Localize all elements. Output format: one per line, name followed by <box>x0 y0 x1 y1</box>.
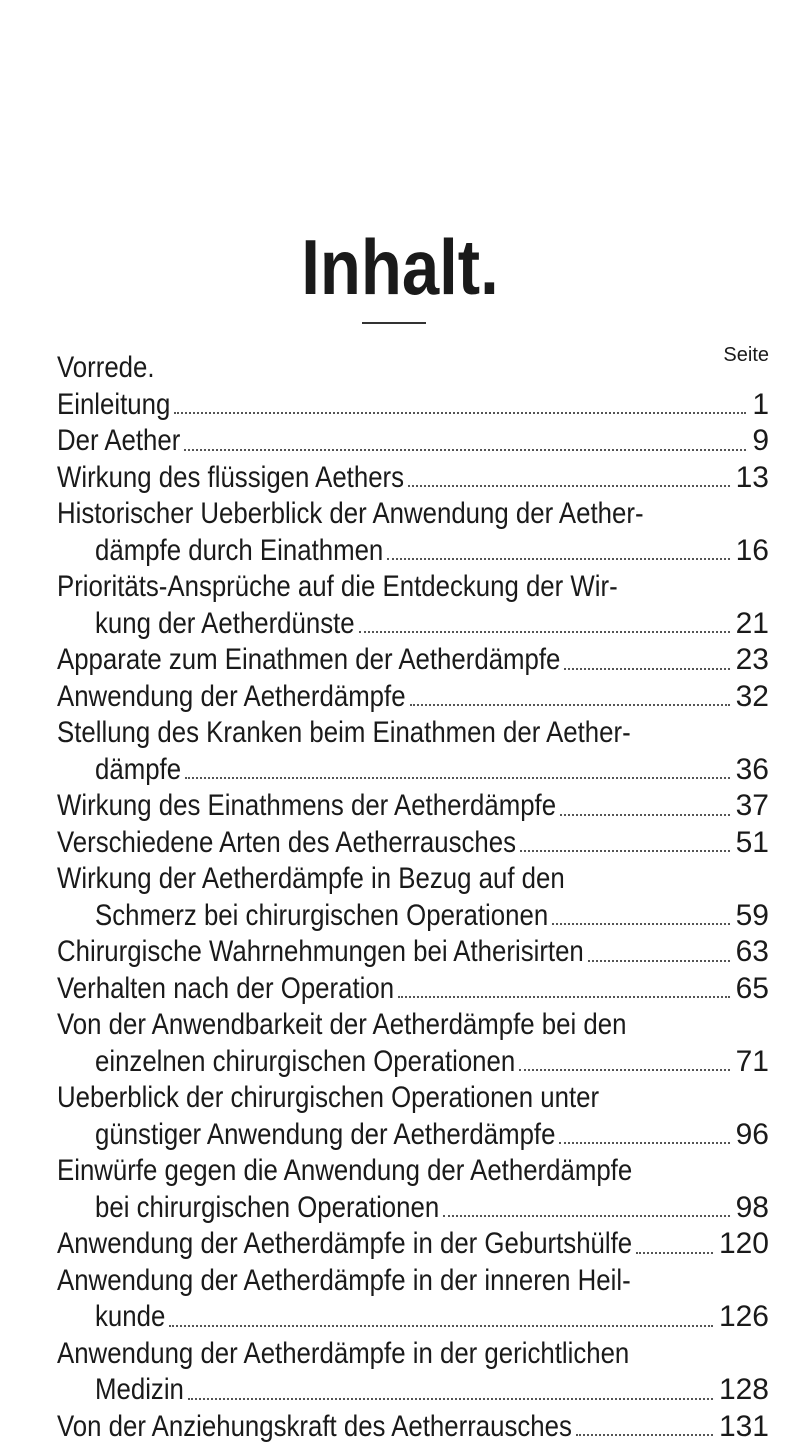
dot-leader <box>636 1252 713 1254</box>
toc-page-number: 98 <box>736 1190 769 1227</box>
page-title: Inhalt. <box>56 228 744 306</box>
dot-leader <box>387 558 729 560</box>
toc-entry-title: kung der Aetherdünste <box>95 606 355 643</box>
toc-entry-title: Chirurgische Wahrnehmungen bei Atherisirten <box>57 934 584 971</box>
toc-entry-title: Von der Anziehungskraft des Aetherrausches <box>57 1409 572 1445</box>
toc-line <box>57 715 769 752</box>
table-of-contents <box>57 350 769 1445</box>
dot-leader <box>359 631 730 633</box>
toc-line <box>57 861 769 898</box>
dot-leader <box>560 814 730 816</box>
toc-page-number: 23 <box>736 642 769 679</box>
toc-line <box>57 1117 769 1154</box>
toc-line <box>57 1263 769 1300</box>
toc-line <box>57 460 769 497</box>
toc-line <box>57 423 769 460</box>
toc-entry-title: bei chirurgischen Operationen <box>95 1190 439 1227</box>
toc-line <box>57 1372 769 1409</box>
toc-entry-title: Schmerz bei chirurgischen Operationen <box>95 898 548 935</box>
toc-line <box>57 496 769 533</box>
toc-entry-title: einzelnen chirurgischen Operationen <box>95 1044 515 1081</box>
toc-entry-title: Von der Anwendbarkeit der Aetherdämpfe bei den <box>57 1007 626 1044</box>
toc-page-number: 59 <box>736 898 769 935</box>
toc-entry-title: Anwendung der Aetherdämpfe <box>57 679 406 716</box>
toc-entry-title: Ueberblick der chirurgischen Operationen unter <box>57 1080 599 1117</box>
toc-page-number: 71 <box>736 1044 769 1081</box>
toc-line <box>57 825 769 862</box>
toc-entry-title: Stellung des Kranken beim Einathmen der Aether- <box>57 715 631 752</box>
toc-page-number: 37 <box>736 788 769 825</box>
toc-line <box>57 387 769 424</box>
toc-page-number: 1 <box>752 387 769 424</box>
toc-line <box>57 569 769 606</box>
toc-page-number: 120 <box>719 1226 769 1263</box>
toc-entry-title: dämpfe durch Einathmen <box>95 533 383 570</box>
toc-line <box>57 1007 769 1044</box>
toc-entry-title: Der Aether <box>57 423 180 460</box>
toc-page-number: 131 <box>719 1409 769 1445</box>
toc-line <box>57 752 769 789</box>
dot-leader <box>443 1215 729 1217</box>
dot-leader <box>520 850 730 852</box>
toc-entry-title: Einwürfe gegen die Anwendung der Aetherdämpfe <box>57 1153 632 1190</box>
toc-line <box>57 606 769 643</box>
toc-page-number: 9 <box>752 423 769 460</box>
toc-line <box>57 1226 769 1263</box>
dot-leader <box>184 449 746 451</box>
page-column-label: Seite <box>723 344 769 366</box>
toc-entry-title: Prioritäts-Ansprüche auf die Entdeckung der Wir- <box>57 569 618 606</box>
toc-entry-title: Verschiedene Arten des Aetherrausches <box>57 825 516 862</box>
dot-leader <box>398 996 730 998</box>
toc-page-number: 36 <box>736 752 769 789</box>
dot-leader <box>185 777 730 779</box>
toc-entry-title: günstiger Anwendung der Aetherdämpfe <box>95 1117 555 1154</box>
toc-page-number: 16 <box>736 533 769 570</box>
dot-leader <box>410 704 730 706</box>
toc-line <box>57 1336 769 1373</box>
dot-leader <box>552 923 729 925</box>
toc-entry-title: Historischer Ueberblick der Anwendung der Aether- <box>57 496 644 533</box>
toc-line <box>57 1153 769 1190</box>
toc-page-number: 128 <box>719 1372 769 1409</box>
toc-line <box>57 788 769 825</box>
toc-line <box>57 679 769 716</box>
toc-entry-title: dämpfe <box>95 752 181 789</box>
toc-page-number: 63 <box>736 934 769 971</box>
toc-page-number: 65 <box>736 971 769 1008</box>
toc-line <box>57 898 769 935</box>
dot-leader <box>564 668 729 670</box>
toc-line <box>57 642 769 679</box>
toc-line <box>57 1190 769 1227</box>
dot-leader <box>588 960 730 962</box>
toc-entry-title: Wirkung der Aetherdämpfe in Bezug auf den <box>57 861 565 898</box>
toc-line <box>57 1299 769 1336</box>
toc-entry-title: Medizin <box>95 1372 184 1409</box>
toc-page-number: 13 <box>736 460 769 497</box>
dot-leader <box>188 1398 713 1400</box>
toc-entry-title: Verhalten nach der Operation <box>57 971 394 1008</box>
toc-entry-title: Anwendung der Aetherdämpfe in der gerichtlichen <box>57 1336 629 1373</box>
dot-leader <box>169 1325 713 1327</box>
toc-entry-title: Vorrede. <box>57 350 155 387</box>
toc-entry-title: Einleitung <box>57 387 170 424</box>
toc-line <box>57 1080 769 1117</box>
dot-leader <box>408 485 730 487</box>
toc-entry-title: Wirkung des flüssigen Aethers <box>57 460 404 497</box>
toc-entry-title: Wirkung des Einathmens der Aetherdämpfe <box>57 788 556 825</box>
toc-line <box>57 1044 769 1081</box>
dot-leader <box>519 1069 729 1071</box>
toc-line <box>57 350 769 387</box>
toc-entry-title: Anwendung der Aetherdämpfe in der Geburtshülfe <box>57 1226 632 1263</box>
dot-leader <box>174 412 746 414</box>
toc-page-number: 21 <box>736 606 769 643</box>
toc-line <box>57 934 769 971</box>
toc-entry-title: Anwendung der Aetherdämpfe in der inneren Heil- <box>57 1263 631 1300</box>
toc-line <box>57 533 769 570</box>
toc-page-number: 32 <box>736 679 769 716</box>
toc-line <box>57 1409 769 1445</box>
title-divider <box>362 322 426 324</box>
toc-page-number: 126 <box>719 1299 769 1336</box>
dot-leader <box>559 1142 729 1144</box>
toc-page-number: 96 <box>736 1117 769 1154</box>
toc-page-number: 51 <box>736 825 769 862</box>
toc-entry-title: kunde <box>95 1299 165 1336</box>
dot-leader <box>576 1434 713 1436</box>
toc-entry-title: Apparate zum Einathmen der Aetherdämpfe <box>57 642 560 679</box>
toc-line <box>57 971 769 1008</box>
